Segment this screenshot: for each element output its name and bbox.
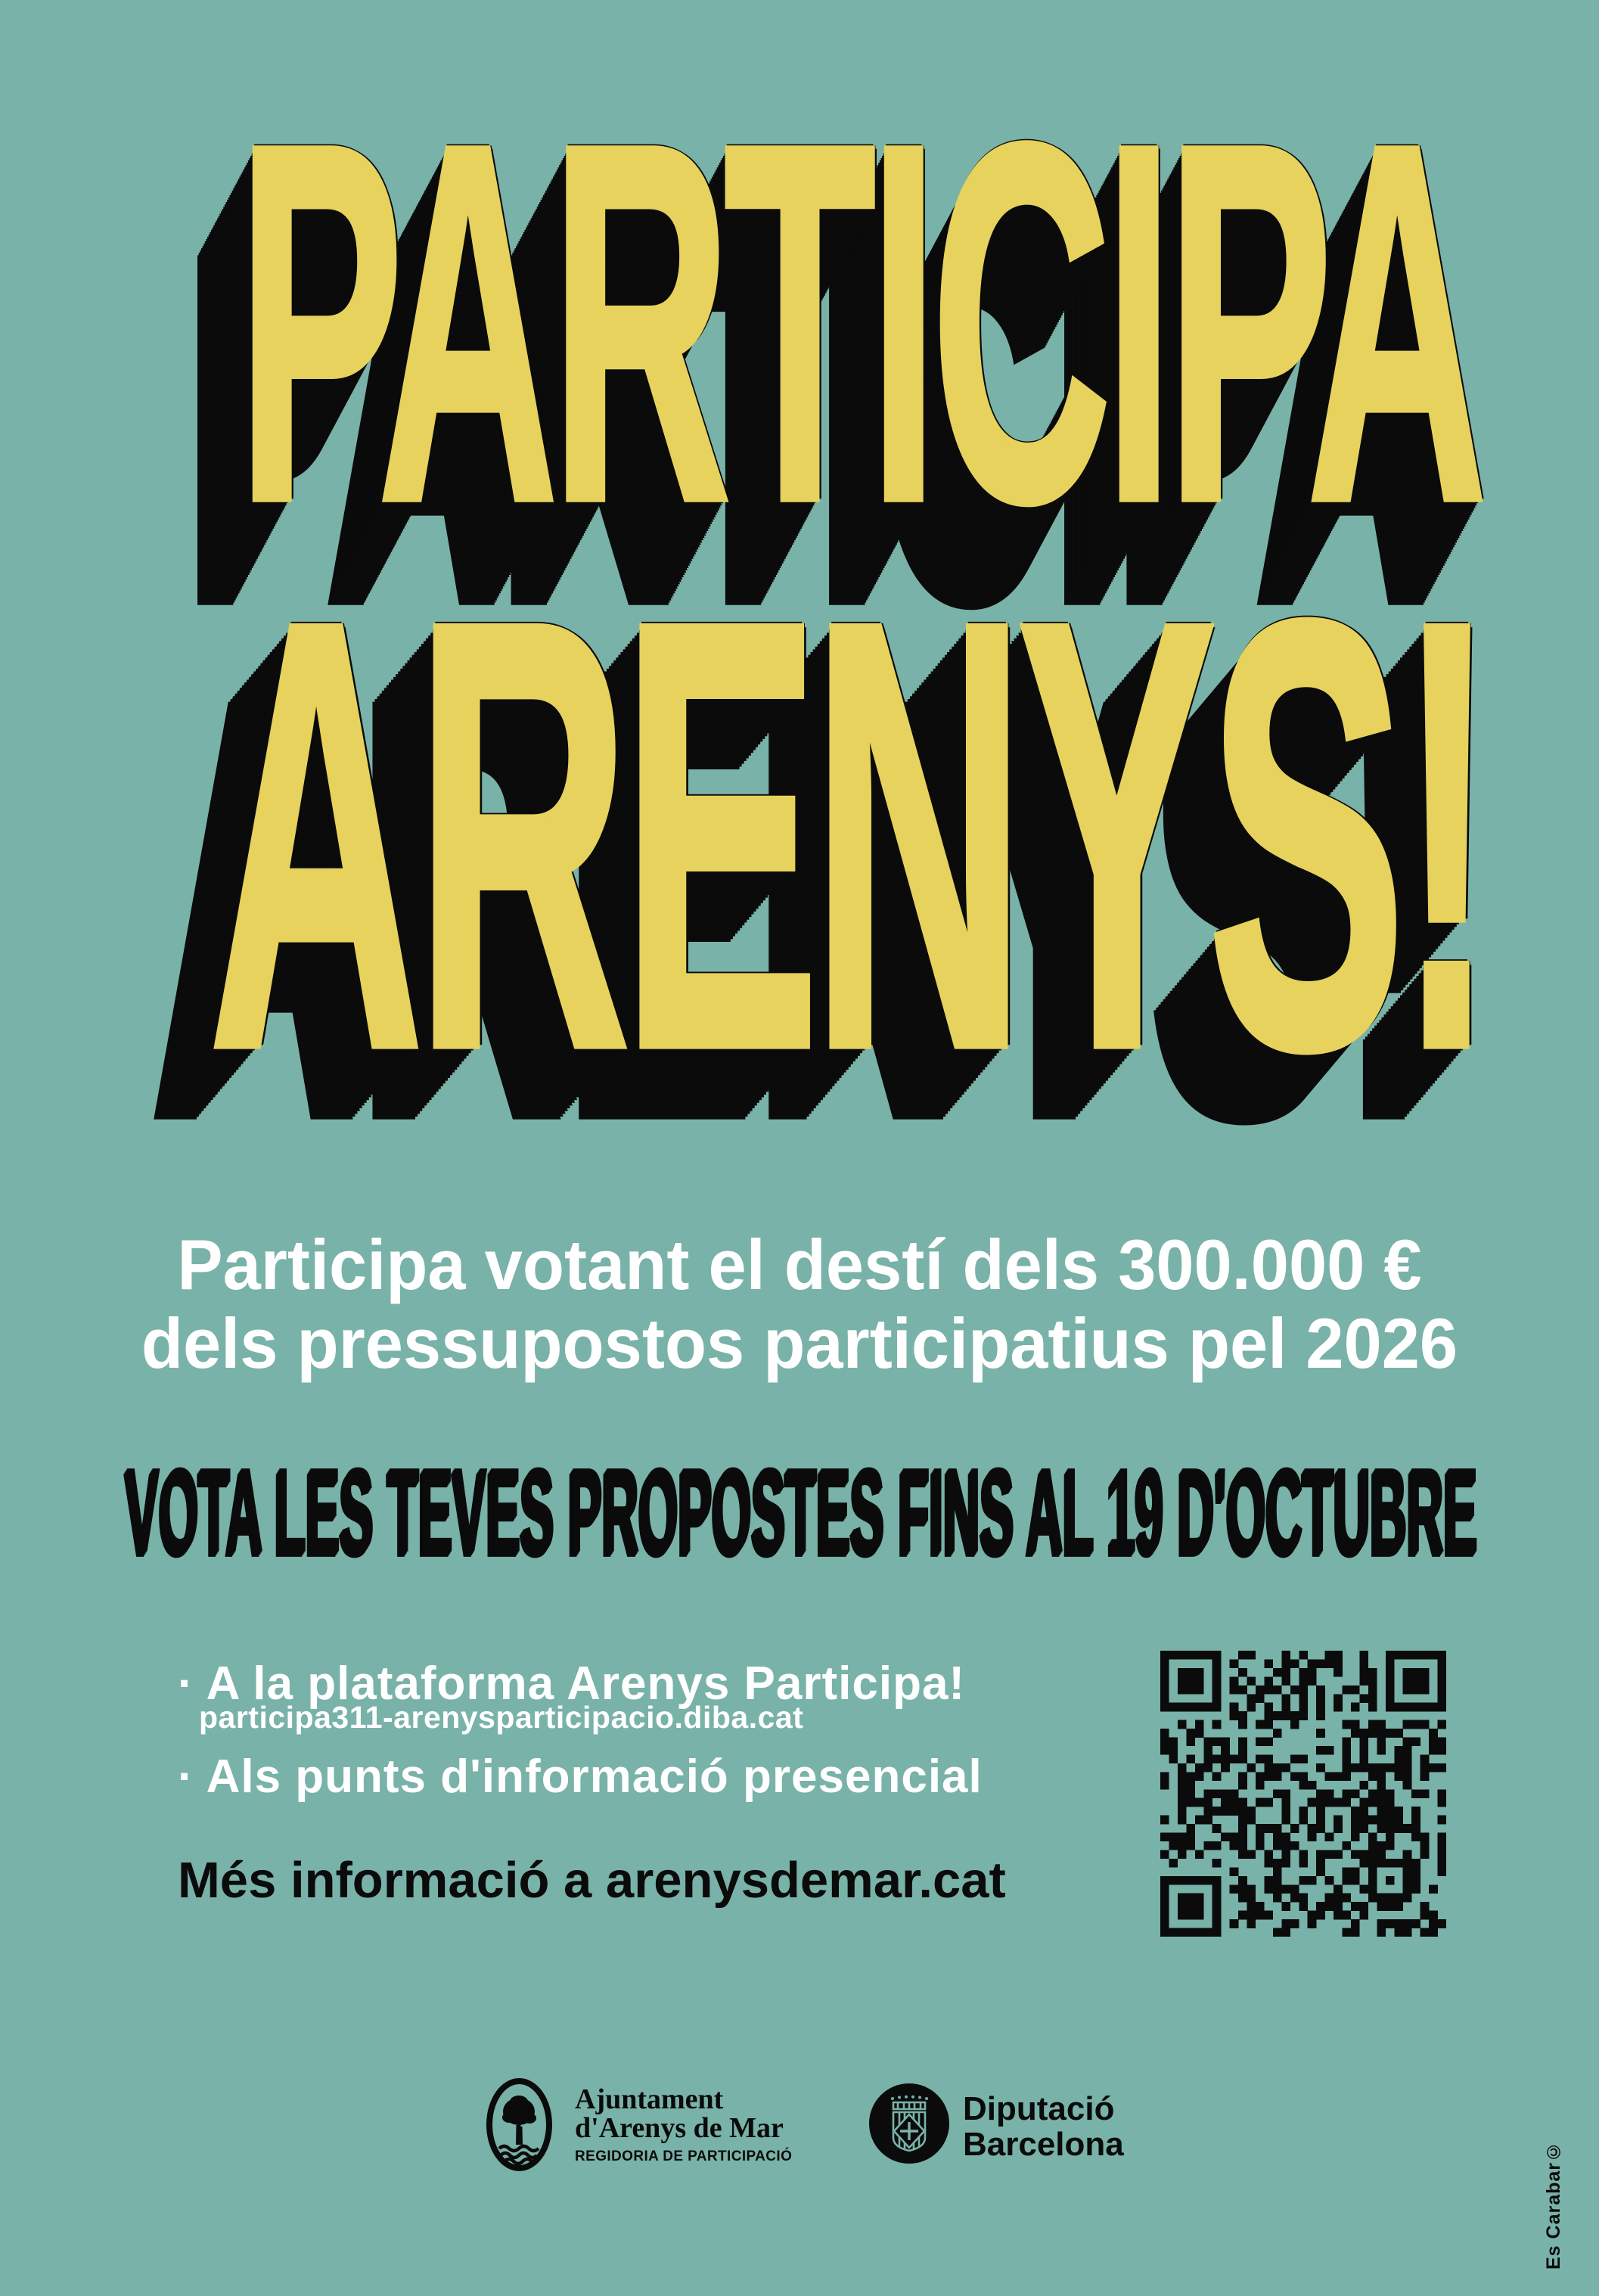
bullet-plataforma: · A la plataforma Arenys Participa! bbox=[178, 1658, 966, 1710]
lead-line-1: Participa votant el destí dels 300.000 € bbox=[177, 1225, 1422, 1304]
headline-block-1 bbox=[59, 39, 1599, 607]
headline-block-2 bbox=[49, 496, 1599, 1175]
studio-credit: Es Carabar© bbox=[1543, 2139, 1564, 2270]
diputacio-logo-icon bbox=[869, 2083, 949, 2164]
bullet-url: participa311-arenysparticipacio.diba.cat bbox=[199, 1700, 804, 1735]
diputacio-name-line2: Barcelona bbox=[963, 2126, 1124, 2163]
lead-line-2: dels pressupostos participatius pel 2026 bbox=[141, 1303, 1458, 1383]
ajuntament-name-line2: d'Arenys de Mar bbox=[575, 2112, 784, 2144]
headline-arenys: ARENYS! bbox=[209, 496, 1489, 1175]
more-info: Més informació a arenysdemar.cat bbox=[178, 1852, 1006, 1909]
diputacio-name bbox=[963, 2091, 1124, 2162]
deadline-banner bbox=[3, 1443, 1599, 1577]
ajuntament-seal-icon bbox=[486, 2078, 552, 2171]
bullet-presencial: · Als punts d'informació presencial bbox=[178, 1751, 983, 1803]
diputacio-name-line1: Diputació bbox=[963, 2090, 1115, 2127]
ajuntament-department: REGIDORIA DE PARTICIPACIÓ bbox=[575, 2148, 793, 2164]
ajuntament-name bbox=[575, 2085, 792, 2164]
headline-participa: PARTICIPA bbox=[237, 39, 1480, 607]
qr-code bbox=[1160, 1651, 1446, 1937]
lead-text bbox=[32, 1226, 1566, 1383]
deadline-text: VOTA LES TEVES PROPOSTES FINS AL 19 D'OCTUBRE bbox=[126, 1443, 1479, 1577]
ajuntament-name-line1: Ajuntament bbox=[575, 2083, 724, 2115]
